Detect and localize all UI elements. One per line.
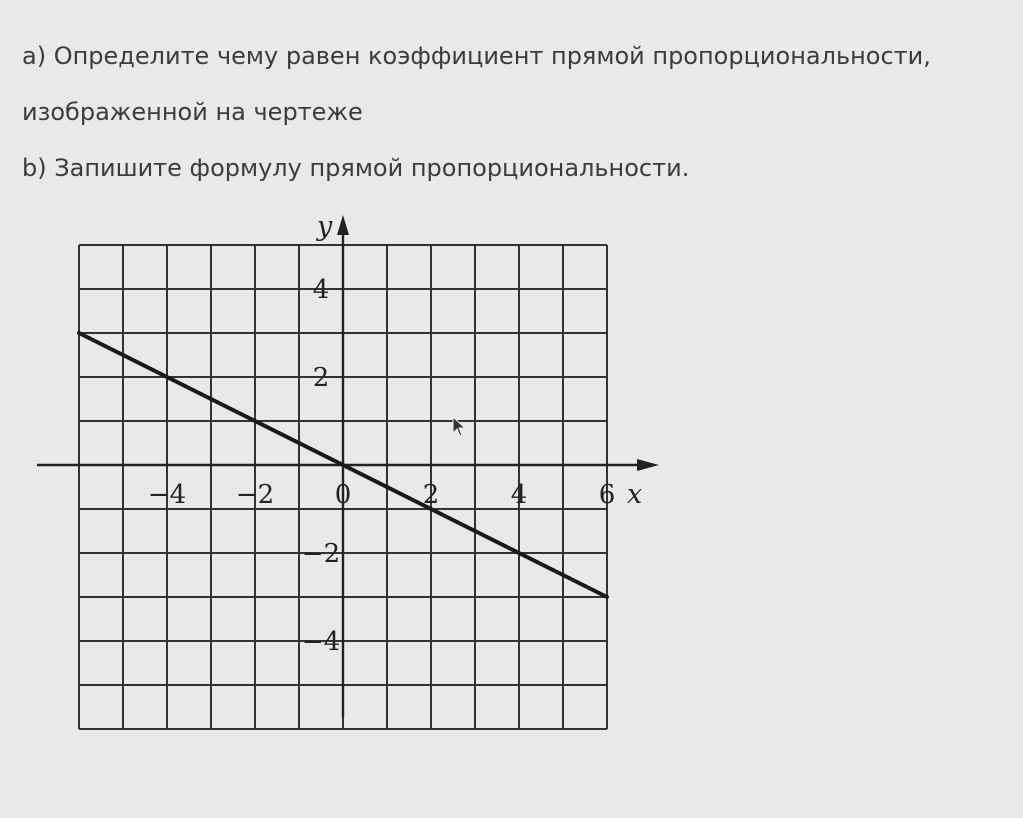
question-line-a-continued: изображенной на чертеже [22,98,363,126]
x-tick-label: 4 [510,480,528,510]
y-tick-label: 2 [312,363,330,393]
y-tick-label: −2 [301,539,341,569]
y-tick-label: −4 [301,627,341,657]
x-tick-label: 2 [422,480,440,510]
x-tick-label: 0 [334,480,352,510]
y-tick-label: 4 [312,275,330,305]
x-tick-label: 6 [598,480,616,510]
x-axis-label: x [627,479,643,510]
y-axis-arrow-icon [337,215,349,235]
y-axis-label: y [317,211,333,242]
question-line-b: b) Запишите формулу прямой пропорциональности. [22,154,690,182]
x-tick-label: −4 [147,480,187,510]
x-axis-arrow-icon [637,459,659,471]
question-line-a: a) Определите чему равен коэффициент прямой пропорциональности, [22,42,931,70]
mouse-pointer-icon [452,416,468,438]
x-tick-label: −2 [235,480,275,510]
